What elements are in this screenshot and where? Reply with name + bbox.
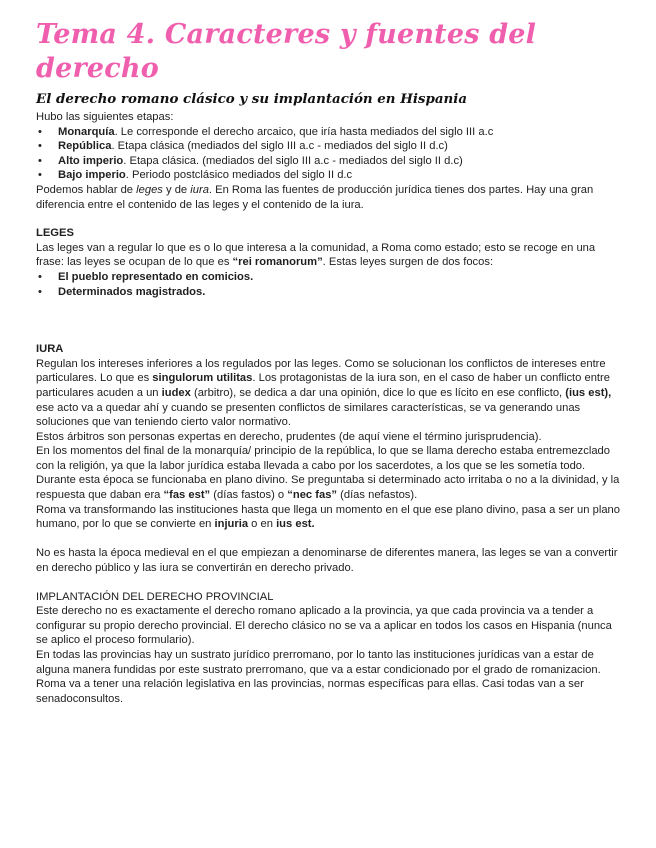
etapa-name: Bajo imperio: [58, 169, 126, 182]
iura-paragraph-4: Roma va transformando las instituciones hasta que llega un momento en el que ese plano divino, pasa a ser un plano humano, por lo que se convierte en injuria o en ius est.: [36, 503, 620, 531]
etapa-name: Monarquía: [58, 125, 115, 138]
list-item: [36, 154, 624, 169]
provincial-paragraph-2: En todas las provincias hay un sustrato jurídico prerromano, por lo tanto las instituciones jurídicas van a estar de alguna manera fundidas por este sustrato prerromano, que va a estar condicionado por el grado de romanizacion.: [36, 649, 601, 676]
etapas-list: [36, 125, 624, 183]
list-item: • Determinados magistrados.: [36, 285, 624, 300]
etapa-desc: . Etapa clásica (mediados del siglo III a.c - mediados del siglo II d.c): [111, 140, 448, 153]
iura-paragraph-1: Regulan los intereses inferiores a los regulados por las leges. Como se solucionan los conflictos de intereses entre particulares. Lo que es singulorum utilitas. Los protagonistas de la iura son, en el caso de haber un conflicto entre particulares acuden a un iudex (arbitro), se dedica a dar una opinión, dice lo que es lícito en ese conflicto, (ius est), ese acto va a quedar ahí y cuando se presenten conflictos de similares características, se va generando unas soluciones que van teniendo cierto valor normativo.: [36, 357, 612, 429]
document-subtitle: El derecho romano clásico y su implantación en Hispania: [36, 91, 468, 107]
list-item: [36, 139, 624, 154]
etapa-desc: . Periodo postclásico mediados del siglo II d.c: [125, 169, 353, 182]
provincial-paragraph-3: Roma va a tener una relación legislativa en las provincias, normas específicas para ellas. Casi todas van a ser senadoconsultos.: [36, 678, 584, 705]
list-item: [36, 125, 624, 140]
hablar-paragraph: Podemos hablar de leges y de iura. En Roma las fuentes de producción jurídica tienes dos partes. Hay una gran diferencia entre el contenido de las leges y el contenido de la iura.: [36, 183, 594, 211]
iura-paragraph-5: No es hasta la época medieval en el que empiezan a denominarse de diferentes manera, las leges se van a convertir en derecho público y las iura se convertirán en derecho privado.: [36, 547, 618, 575]
document-title: Tema 4. Caracteres y fuentes del derecho: [36, 19, 537, 84]
etapa-desc: . Etapa clásica. (mediados del siglo III a.c - mediados del siglo II d.c): [123, 154, 463, 167]
spacer: [36, 532, 624, 547]
spacer: [36, 299, 624, 328]
list-item: [36, 168, 624, 183]
document-body: [36, 110, 624, 706]
leges-heading: LEGES: [36, 227, 74, 240]
etapas-intro: Hubo las siguientes etapas:: [36, 111, 174, 123]
list-item: • El pueblo representado en comicios.: [36, 270, 624, 285]
iura-paragraph-2: Estos árbitros son personas expertas en derecho, prudentes (de aquí viene el término jurisprudencia).: [36, 430, 542, 443]
leges-focos-list: [36, 270, 624, 299]
leges-paragraph: Las leges van a regular lo que es o lo que interesa a la comunidad, a Roma como estado; esto se recoge en una frase: las leyes se ocupan de lo que es “rei romanorum”. Estas leyes surgen de dos focos:: [36, 241, 596, 269]
provincial-heading: IMPLANTACIÓN DEL DERECHO PROVINCIAL: [36, 590, 274, 603]
provincial-paragraph-1: Este derecho no es exactamente el derecho romano aplicado a la provincia, ya que cada provincia va a tender a configurar su propio derecho provincial. El derecho clásico no se va a aplicar en todos los casos en Hispania (nunca se aplico el proceso formulario).: [36, 605, 612, 647]
iura-heading: IURA: [36, 343, 64, 356]
etapa-name: República: [58, 140, 112, 153]
etapa-desc: . Le corresponde el derecho arcaico, que iría hasta mediados del siglo III a.c: [114, 125, 494, 138]
iura-paragraph-3: En los momentos del final de la monarquía/ principio de la república, lo que se llama derecho estaba entremezclado con la religión, ya que la labor jurídica estaba llevada a cabo por los sacerdotes, a los que se les sometía todo. Durante esta época se funcionaba en plano divino. Se preguntaba si determinado acto irritaba o no a la divinidad, y la respuesta que daban era “fas est” (días fastos) o “nec fas” (días nefastos).: [36, 445, 620, 502]
etapa-name: Alto imperio: [58, 154, 124, 167]
